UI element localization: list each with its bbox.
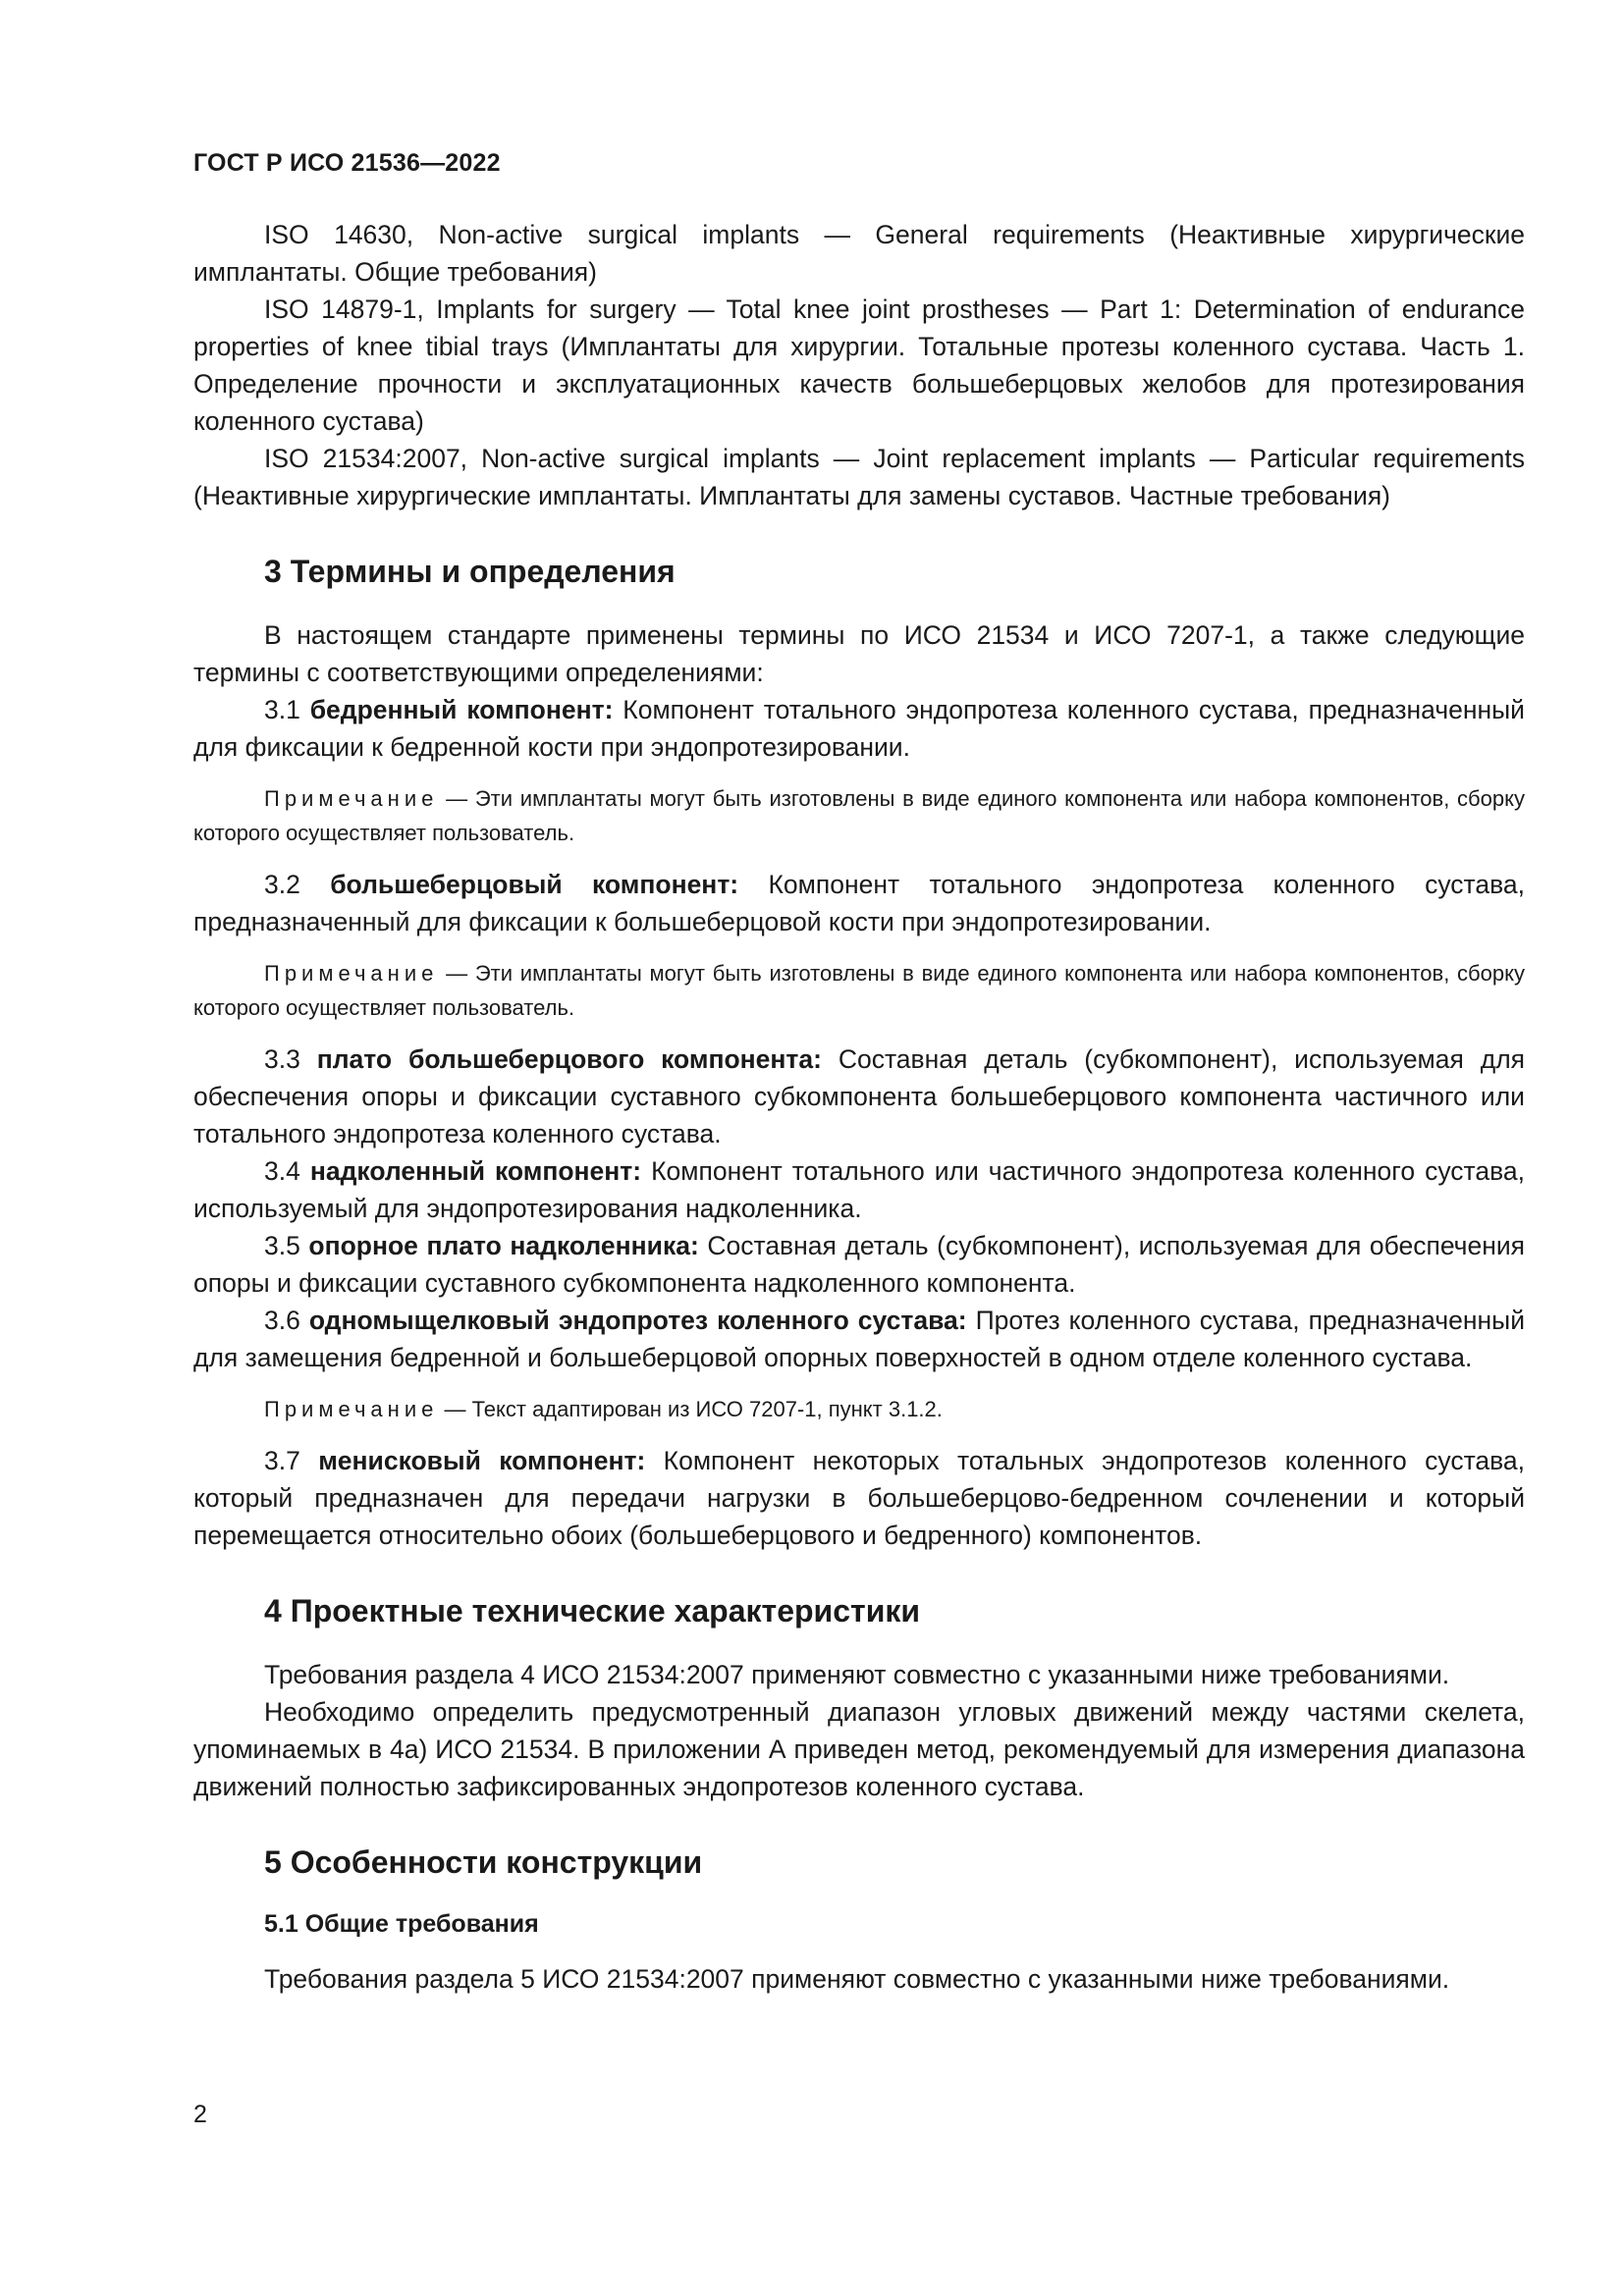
reference-iso-21534: ISO 21534:2007, Non-active surgical implants — Joint replacement implants — Particular requirements (Неактивные хирургические имплантаты. Имплантаты для замены суставов. Частные требования) (193, 444, 1525, 510)
note-label: Примечание (264, 1397, 439, 1421)
term-number: 3.7 (264, 1446, 319, 1475)
page-number: 2 (193, 2101, 207, 2128)
term-name: большеберцовый компонент: (330, 870, 739, 899)
section-3-intro: В настоящем стандарте применены термины по ИСО 21534 и ИСО 7207-1, а также следующие термины с соответствующими определениями: (193, 620, 1525, 687)
term-name: надколенный компонент: (309, 1156, 642, 1186)
term-number: 3.6 (264, 1306, 309, 1335)
term-number: 3.1 (264, 695, 310, 724)
note-text: — Эти имплантаты могут быть изготовлены в виде единого компонента или набора компонентов, сборку которого осуществляет пользователь. (193, 786, 1525, 845)
reference-iso-14630: ISO 14630, Non-active surgical implants — General requirements (Неактивные хирургические имплантаты. Общие требования) (193, 220, 1525, 287)
term-3-4 (193, 1152, 1525, 1227)
term-definition: Компонент некоторых тотальных эндопротезов коленного сустава, который предназначен для передачи нагрузки в большеберцово-бедренном сочленении и который перемещается относительно обоих (большеберцового и бедренного) компонентов. (193, 1446, 1526, 1550)
note-3-1 (193, 781, 1525, 850)
note-label: Примечание (264, 961, 439, 986)
subsection-5-1-heading: 5.1 Общие требования (264, 1910, 539, 1938)
term-name: плато большеберцового компонента: (316, 1044, 822, 1074)
term-definition: Составная деталь (субкомпонент), используемая для обеспечения опоры и фиксации суставного субкомпонента большеберцового компонента частичного или тотального эндопротеза коленного сустава. (193, 1044, 1526, 1148)
term-name: опорное плато надколенника: (308, 1231, 699, 1260)
term-name: бедренный компонент: (309, 695, 614, 724)
term-3-2 (193, 866, 1525, 940)
term-3-7 (193, 1442, 1525, 1554)
term-number: 3.5 (264, 1231, 309, 1260)
term-number: 3.2 (264, 870, 331, 899)
term-name: одномыщелковый эндопротез коленного сустава: (308, 1306, 967, 1335)
term-name: менисковый компонент: (318, 1446, 646, 1475)
term-definition: Составная деталь (субкомпонент), используемая для обеспечения опоры и фиксации суставного субкомпонента надколенного компонента. (193, 1231, 1526, 1298)
note-3-6 (193, 1392, 1525, 1426)
term-3-1 (193, 691, 1525, 766)
term-number: 3.3 (264, 1044, 317, 1074)
section-5-heading: 5 Особенности конструкции (264, 1844, 703, 1880)
reference-iso-14879-1: ISO 14879-1, Implants for surgery — Total knee joint prostheses — Part 1: Determination of endurance properties of knee tibial trays (Имплантаты для хирургии. Тотальные протезы коленного сустава. Часть 1. Определение прочности и эксплуатационных качеств большеберцовых желобов для протезирования коленного сустава) (193, 294, 1525, 436)
section-4-paragraph-2: Необходимо определить предусмотренный диапазон угловых движений между частями скелета, упоминаемых в 4а) ИСО 21534. В приложении А приведен метод, рекомендуемый для измерения диапазона движений полностью зафиксированных эндопротезов коленного сустава. (193, 1697, 1525, 1801)
term-3-6 (193, 1302, 1525, 1376)
term-3-5 (193, 1227, 1525, 1302)
section-5-1-paragraph: Требования раздела 5 ИСО 21534:2007 применяют совместно с указанными ниже требованиями. (264, 1964, 1450, 1994)
note-label: Примечание (264, 786, 439, 811)
term-definition: Компонент тотального или частичного эндопротеза коленного сустава, используемый для эндопротезирования надколенника. (193, 1156, 1525, 1223)
document-body (193, 216, 1525, 1998)
section-4-heading: 4 Проектные технические характеристики (264, 1593, 921, 1629)
term-number: 3.4 (264, 1156, 310, 1186)
term-definition: Компонент тотального эндопротеза коленного сустава, предназначенный для фиксации к большеберцовой кости при эндопротезировании. (193, 870, 1525, 936)
note-text: — Текст адаптирован из ИСО 7207-1, пункт 3.1.2. (438, 1397, 943, 1421)
section-4-paragraph-1: Требования раздела 4 ИСО 21534:2007 применяют совместно с указанными ниже требованиями. (264, 1660, 1450, 1689)
term-definition: Протез коленного сустава, предназначенный для замещения бедренной и большеберцовой опорных поверхностей в одном отделе коленного сустава. (193, 1306, 1526, 1372)
term-definition: Компонент тотального эндопротеза коленного сустава, предназначенный для фиксации к бедренной кости при эндопротезировании. (193, 695, 1525, 762)
note-3-2 (193, 956, 1525, 1025)
term-3-3 (193, 1041, 1525, 1152)
section-3-heading: 3 Термины и определения (264, 554, 676, 589)
note-text: — Эти имплантаты могут быть изготовлены в виде единого компонента или набора компонентов, сборку которого осуществляет пользователь. (193, 961, 1525, 1020)
document-header: ГОСТ Р ИСО 21536—2022 (193, 149, 501, 177)
